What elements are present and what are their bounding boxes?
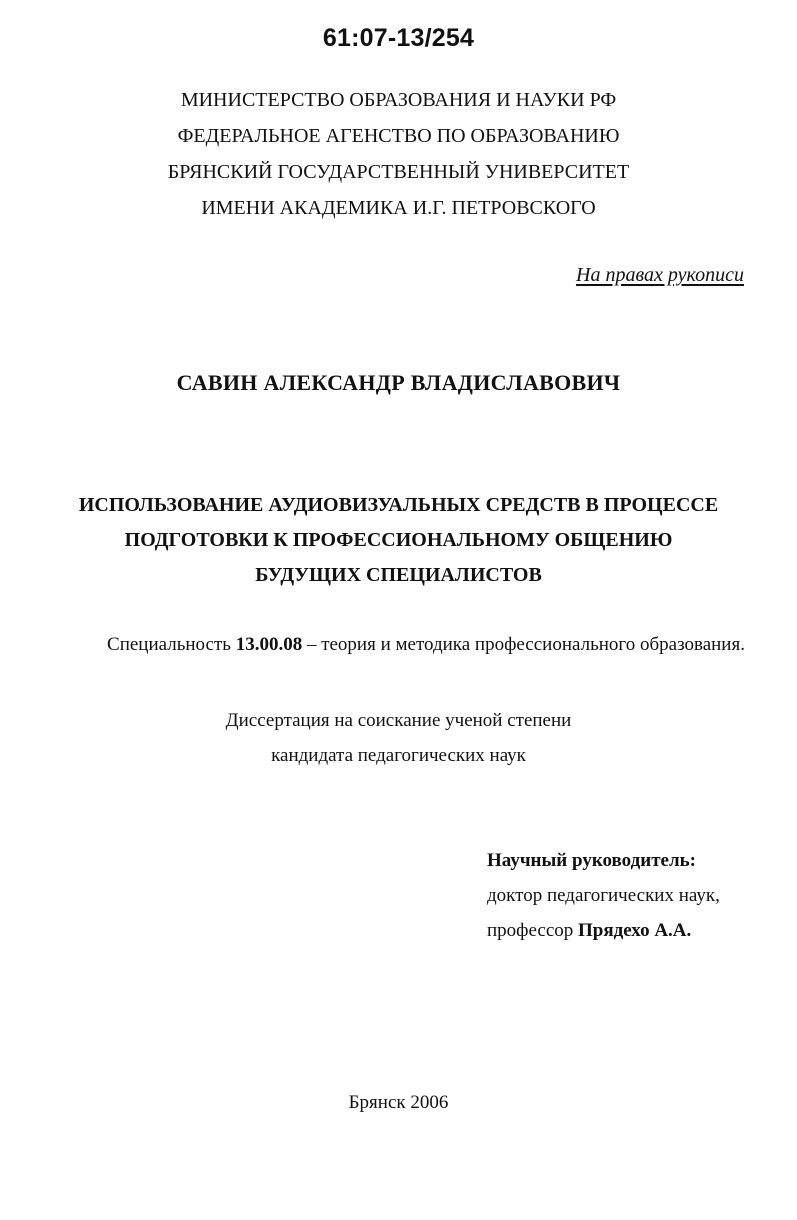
author-name: САВИН АЛЕКСАНДР ВЛАДИСЛАВОВИЧ <box>176 370 621 395</box>
manuscript-rights-note: На правах рукописи <box>576 264 744 286</box>
institution-line: БРЯНСКИЙ ГОСУДАРСТВЕННЫЙ УНИВЕРСИТЕТ <box>167 161 630 183</box>
supervisor-name: Прядехо А.А. <box>578 920 692 941</box>
institution-header <box>0 82 797 226</box>
title-line: БУДУЩИХ СПЕЦИАЛИСТОВ <box>255 564 542 586</box>
supervisor-block <box>487 843 720 948</box>
supervisor-rank: профессор <box>487 920 579 941</box>
institution-line: ФЕДЕРАЛЬНОЕ АГЕНСТВО ПО ОБРАЗОВАНИЮ <box>177 125 620 147</box>
specialty-description: – теория и методика профессионального образования. <box>302 634 745 655</box>
specialty-code: 13.00.08 <box>235 634 303 655</box>
city-year: Брянск 2006 <box>348 1092 449 1113</box>
degree-statement <box>0 703 797 773</box>
degree-line: Диссертация на соискание ученой степени <box>225 710 572 731</box>
archive-stamp: 61:07-13/254 <box>322 24 475 52</box>
institution-line: МИНИСТЕРСТВО ОБРАЗОВАНИЯ И НАУКИ РФ <box>180 89 617 111</box>
supervisor-label: Научный руководитель: <box>487 850 696 871</box>
institution-line: ИМЕНИ АКАДЕМИКА И.Г. ПЕТРОВСКОГО <box>201 197 596 219</box>
title-line: ПОДГОТОВКИ К ПРОФЕССИОНАЛЬНОМУ ОБЩЕНИЮ <box>124 529 673 551</box>
supervisor-title-line <box>487 913 720 948</box>
specialty-prefix: Специальность <box>107 634 236 655</box>
supervisor-degree: доктор педагогических наук, <box>487 885 720 906</box>
degree-line: кандидата педагогических наук <box>271 745 526 766</box>
specialty-line <box>0 634 797 656</box>
title-line: ИСПОЛЬЗОВАНИЕ АУДИОВИЗУАЛЬНЫХ СРЕДСТВ В ПРОЦЕССЕ <box>78 494 719 516</box>
dissertation-title <box>0 488 797 593</box>
